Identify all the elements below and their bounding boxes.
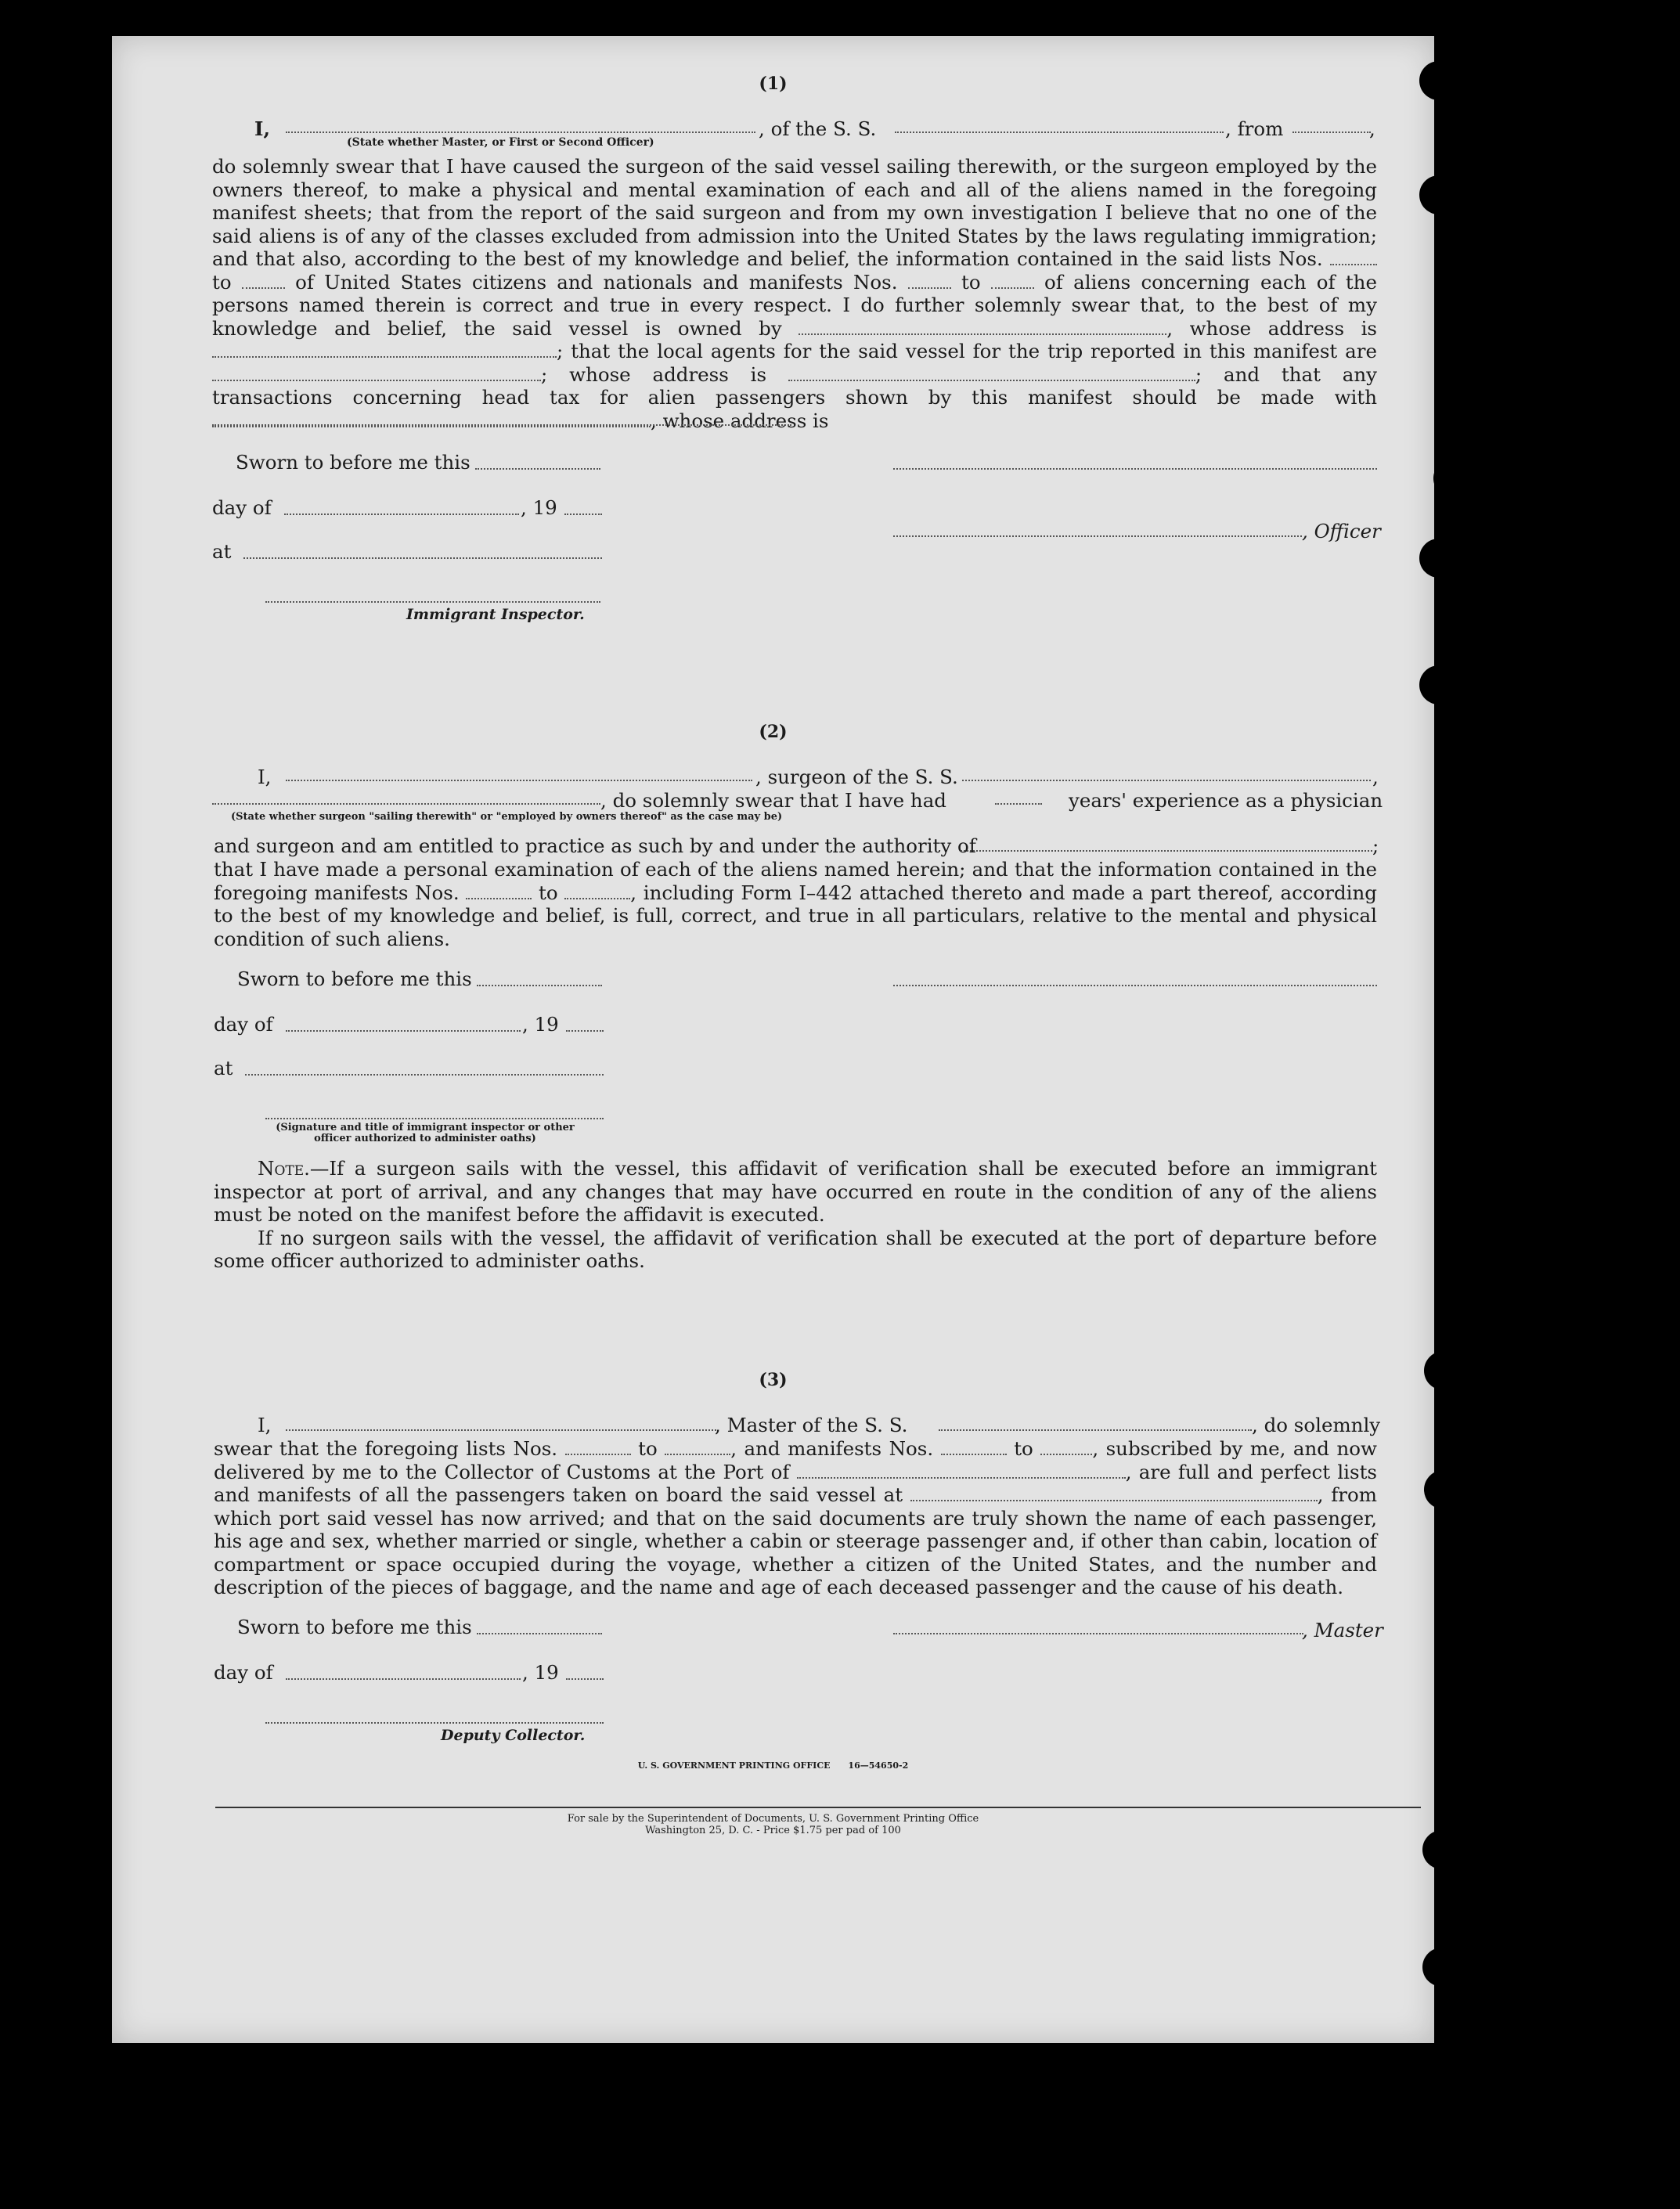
s3-full: , are full and perfect lists and manifests of all the passengers taken on board the said vessel at xyxy=(214,1460,1378,1506)
s3-ship-field[interactable] xyxy=(939,1429,1252,1431)
s2-i: I, xyxy=(258,766,272,788)
s3-boarding-port-field[interactable] xyxy=(910,1486,1318,1501)
s3-manifest-from-field[interactable] xyxy=(941,1440,1007,1455)
s1-semi2: ; xyxy=(541,362,548,386)
s3-manifest-to-field[interactable] xyxy=(1040,1440,1092,1455)
s3-day-of: day of xyxy=(214,1661,273,1684)
s3-lists-from-field[interactable] xyxy=(565,1440,631,1455)
s2-entitled: and surgeon and am entitled to practice as such by and under the authority of xyxy=(214,834,976,857)
s2-note-label: Note. xyxy=(258,1157,310,1180)
s2-ship-field[interactable] xyxy=(962,780,1371,781)
s1-sworn: Sworn to before me this xyxy=(236,451,470,474)
s1-agents: that the local agents for the said vessel for the trip reported in this manifest are xyxy=(571,340,1377,362)
sale-line-2: Washington 25, D. C. - Price $1.75 per pad of 100 xyxy=(645,1825,901,1836)
s2-comma: , xyxy=(1372,766,1379,788)
printer-line: U. S. GOVERNMENT PRINTING OFFICE 16—54650-2 xyxy=(637,1760,909,1771)
s1-manifest-to-field[interactable] xyxy=(991,273,1034,289)
s3-i: I, xyxy=(258,1414,272,1436)
s3-master-caption: , Master xyxy=(1302,1619,1383,1641)
s1-day-field[interactable] xyxy=(284,514,519,515)
s3-nineteen: , 19 xyxy=(522,1661,559,1684)
s2-hint: (State whether surgeon "sailing therewith" or "employed by owners thereof" as the case may be) xyxy=(231,811,783,823)
s1-inspector-signature[interactable] xyxy=(265,601,600,603)
s2-years-field[interactable] xyxy=(995,803,1042,805)
s1-agents-field[interactable] xyxy=(212,366,541,381)
s3-port-field[interactable] xyxy=(797,1463,1126,1479)
s2-day-field[interactable] xyxy=(286,1030,521,1032)
s1-text-b: of United States citizens and nationals and manifests Nos. xyxy=(295,270,898,294)
s2-note2: If no surgeon sails with the vessel, the affidavit of verification shall be executed at the port of departure before some officer authorized to administer oaths. xyxy=(214,1226,1377,1272)
s3-to2: to xyxy=(1014,1437,1033,1460)
s1-officer-hint: (State whether Master, or First or Second Officer) xyxy=(347,136,654,149)
s1-owner-address-field[interactable] xyxy=(212,342,557,358)
s2-years: years' experience as a physician xyxy=(1069,789,1383,812)
s1-i: I, xyxy=(254,117,270,140)
s1-ship-field[interactable] xyxy=(895,132,1224,133)
s1-owner-field[interactable] xyxy=(799,319,1166,335)
s1-to1: to xyxy=(212,270,232,294)
s3-oath-text xyxy=(214,1437,1377,1599)
s2-authority-field[interactable] xyxy=(961,850,1372,852)
s2-manifest-to-field[interactable] xyxy=(564,884,630,899)
punch-hole xyxy=(1419,175,1458,214)
sale-line-1: For sale by the Superintendent of Documents, U. S. Government Printing Office xyxy=(567,1813,979,1825)
s2-manifest-from-field[interactable] xyxy=(466,884,532,899)
punch-hole xyxy=(1443,1542,1482,1581)
s1-comma: , xyxy=(1369,117,1375,140)
punch-hole xyxy=(1419,539,1458,578)
s1-head-tax: ; and that any transactions concerning head tax for alien passengers shown by this manifest should be made with xyxy=(212,362,1377,409)
s2-oath-text xyxy=(214,858,1377,950)
s3-lists-to-field[interactable] xyxy=(665,1440,730,1455)
s1-text-c: of aliens concerning each of the persons named therein is correct and true in every respect. I do further solemnly swear that, to the best of my knowledge and belief, the said vessel is owned by xyxy=(212,270,1377,340)
s2-day-of: day of xyxy=(214,1013,273,1036)
s3-sworn-field[interactable] xyxy=(477,1633,602,1634)
s1-from-field[interactable] xyxy=(1292,132,1371,133)
s1-semi1: ; xyxy=(557,340,564,362)
s1-text-a: do solemnly swear that I have caused the surgeon of the said vessel sailing therewith, or the surgeon employed by the owners thereof, to make a physical and mental examination of each and all of the aliens named in the foregoing manifest sheets; that from the report of the said surgeon and from my own investigation I believe that no one of the said aliens is of any of the classes excluded from admission into the United States by the laws regulating immigration; and that also, according to the best of my knowledge and belief, the information contained in the said lists Nos. xyxy=(212,155,1377,270)
section-2-number: (2) xyxy=(759,722,788,742)
s1-oath-text xyxy=(212,155,1377,432)
s3-to1: to xyxy=(638,1437,658,1460)
s1-from: , from xyxy=(1225,117,1284,140)
s2-note-text: —If a surgeon sails with the vessel, this affidavit of verification shall be executed before an immigrant inspector at port of arrival, and any changes that may have occurred en route in the condition of any of the aliens must be noted on the manifest before the affidavit is executed. xyxy=(214,1157,1377,1226)
s1-officer-signature-2[interactable] xyxy=(893,535,1302,537)
s2-sworn-field[interactable] xyxy=(477,985,602,986)
s2-status-field[interactable] xyxy=(212,803,600,805)
punch-hole xyxy=(1422,1948,1462,1987)
s1-head-tax-address-field[interactable] xyxy=(212,424,791,426)
punch-hole xyxy=(1419,665,1458,705)
s3-day-field[interactable] xyxy=(286,1678,521,1680)
s2-surgeon-of: , surgeon of the S. S. xyxy=(755,766,958,788)
footer-rule xyxy=(215,1807,1421,1808)
s3-collector-caption: Deputy Collector. xyxy=(441,1727,586,1744)
s2-surgeon-signature[interactable] xyxy=(893,985,1377,986)
s2-at-field[interactable] xyxy=(245,1074,604,1076)
s2-officer-signature[interactable] xyxy=(265,1118,604,1119)
s1-officer-field[interactable] xyxy=(286,132,755,133)
punch-hole xyxy=(1424,1470,1463,1509)
s1-whose-address2: whose address is xyxy=(569,362,767,386)
s3-manifests: , and manifests Nos. xyxy=(730,1437,934,1460)
section-3-number: (3) xyxy=(759,1370,788,1390)
s2-year-field[interactable] xyxy=(566,1030,604,1032)
s2-nineteen: , 19 xyxy=(522,1013,559,1036)
s2-swear: , do solemnly swear that I have had xyxy=(600,789,946,812)
s1-officer-caption: , Officer xyxy=(1302,520,1381,542)
s1-inspector-caption: Immigrant Inspector. xyxy=(406,606,585,623)
s1-lists-from-field[interactable] xyxy=(1330,250,1377,265)
s1-agents-address-field[interactable] xyxy=(788,366,1195,381)
s1-at-field[interactable] xyxy=(243,557,602,559)
s2-at: at xyxy=(214,1057,233,1079)
s2-text-a: that I have made a personal examination of each of the aliens named herein; and that the information contained in the foregoing manifests Nos. xyxy=(214,858,1377,904)
s3-subscribed: , subscribed by me, and now delivered by me to the Collector of Customs at the Port of xyxy=(214,1437,1377,1483)
s1-nineteen: , 19 xyxy=(521,496,557,519)
s1-at: at xyxy=(212,540,232,563)
s3-collector-signature[interactable] xyxy=(265,1722,604,1724)
s2-text-b: , including Form I–442 attached thereto and made a part thereof, according to the best of my knowledge and belief, is full, correct, and true in all particulars, relative to the mental and physical condition of such aliens. xyxy=(214,881,1377,950)
s3-solemnly: , do solemnly xyxy=(1252,1414,1381,1436)
s1-officer-signature-1[interactable] xyxy=(893,468,1377,470)
s2-sworn: Sworn to before me this xyxy=(237,968,472,990)
s1-to2: to xyxy=(961,270,981,294)
s1-sworn-field[interactable] xyxy=(475,468,600,470)
s2-surgeon-name-field[interactable] xyxy=(286,780,752,781)
s3-master-name-field[interactable] xyxy=(286,1429,716,1431)
s2-note xyxy=(214,1157,1377,1273)
s3-master-of: , Master of the S. S. xyxy=(715,1414,908,1436)
s1-manifest-from-field[interactable] xyxy=(908,273,951,289)
s3-sworn: Sworn to before me this xyxy=(237,1616,472,1638)
s3-swear-lists: swear that the foregoing lists Nos. xyxy=(214,1437,558,1460)
s3-master-signature[interactable] xyxy=(893,1633,1303,1634)
s1-of-ss: , of the S. S. xyxy=(759,117,877,140)
s1-day-of: day of xyxy=(212,496,272,519)
s1-whose-address3: , whose address is xyxy=(651,409,829,432)
s3-from-which: , from which port said vessel has now arrived; and that on the said documents are truly shown the name of each passenger, his age and sex, whether married or single, whether a cabin or steerage passenger and, if other than cabin, location of compartment or space occupied during the voyage, whether a citizen of the United States, and the number and description of the pieces of baggage, and the name and age of each deceased passenger and the cause of his death. xyxy=(214,1483,1377,1598)
form-page xyxy=(112,36,1434,2043)
section-1-number: (1) xyxy=(759,74,788,94)
punch-hole xyxy=(1433,459,1473,498)
s1-year-field[interactable] xyxy=(564,514,602,515)
s1-lists-to-field[interactable] xyxy=(242,273,285,289)
s3-year-field[interactable] xyxy=(566,1678,604,1680)
s1-whose-address: , whose address is xyxy=(1166,316,1378,340)
s2-sig-hint: (Signature and title of immigrant inspector or other officer authorized to administer oaths) xyxy=(276,1122,575,1144)
s2-to: to xyxy=(539,881,558,904)
s2-semi: ; xyxy=(1372,834,1379,857)
